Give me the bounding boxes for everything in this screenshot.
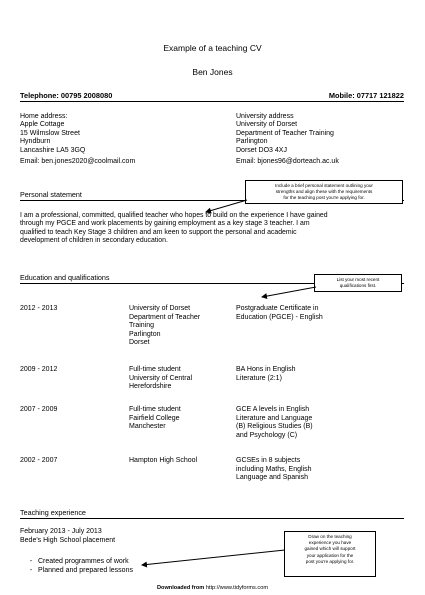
statement-line: qualified to teach Key Stage 3 children and am keen to support the personal and academic <box>20 228 297 236</box>
personal-statement-heading: Personal statement <box>20 190 82 199</box>
header-divider <box>20 101 404 102</box>
list-item: - Planned and prepared lessons <box>24 566 133 575</box>
education-arrow <box>262 287 316 297</box>
list-item: - Created programmes of work <box>24 557 133 566</box>
qualification-line: Literature and Language <box>236 414 313 422</box>
institution-line: Full-time student <box>129 366 181 373</box>
university-address-line: University of Dorset <box>236 121 298 129</box>
callout-line: Draw on the teaching <box>308 534 352 539</box>
institution-line: University of Central <box>129 374 193 382</box>
education-qualification <box>236 305 323 322</box>
footer-prefix: Downloaded from <box>157 585 205 591</box>
institution-line: Department of Teacher <box>129 313 201 321</box>
callout-line: Include a brief personal statement outlining your <box>275 183 373 188</box>
university-address-line: Department of Teacher Training <box>236 129 334 137</box>
qualification-line: BA Hons in English <box>236 366 296 373</box>
personal-statement-text <box>20 212 328 246</box>
institution-line: Fairfield College <box>129 414 180 422</box>
callout-line: for the teaching post you're applying for. <box>283 195 365 201</box>
placement-details <box>20 528 115 545</box>
education-institution <box>129 305 200 348</box>
education-callout <box>314 274 402 292</box>
education-dates: 2007 - 2009 <box>20 406 58 413</box>
experience-list <box>24 557 133 575</box>
education-dates: 2002 - 2007 <box>20 457 58 464</box>
qualification-line: including Maths, English <box>236 465 312 473</box>
institution-line: University of Dorset <box>129 305 191 312</box>
callout-line: your application for the <box>306 552 354 558</box>
qualification-line: (B) Religious Studies (B) <box>236 423 313 431</box>
university-email: Email: bjones96@dorteach.ac.uk <box>236 158 339 166</box>
statement-line: I am a professional, committed, qualified teacher who hopes to build on the experience I have gained <box>20 212 328 219</box>
teaching-experience-heading: Teaching experience <box>20 508 86 517</box>
experience-arrow <box>142 550 285 565</box>
home-address-line: Apple Cottage <box>20 121 65 129</box>
qualification-line: Postgraduate Certificate in <box>236 305 319 312</box>
qualification-line: GCE A levels in English <box>236 406 310 413</box>
document-title: Example of a teaching CV <box>163 43 262 53</box>
education-institution <box>129 406 181 432</box>
statement-arrow <box>206 200 247 212</box>
home-address-line: Lancashire LA5 3GQ <box>20 146 86 154</box>
institution-line: Herefordshire <box>129 383 172 391</box>
institution-line: Hampton High School <box>129 457 198 464</box>
qualification-line: and Psychology (C) <box>236 431 298 439</box>
callout-line: gained which will support <box>304 546 356 552</box>
statement-line: development of children in secondary education. <box>20 237 168 245</box>
education-dates: 2012 - 2013 <box>20 305 58 312</box>
qualification-line: GCSEs in 8 subjects <box>236 457 301 464</box>
university-address-line: Dorset DO3 4XJ <box>236 146 287 154</box>
qualification-line: Language and Spanish <box>236 474 309 482</box>
footer-url[interactable]: http://www.tidyforms.com <box>205 585 268 591</box>
callout-line: experience you have <box>308 540 352 546</box>
qualification-line: Literature (2:1) <box>236 374 282 382</box>
home-address <box>20 113 135 166</box>
teaching-experience-callout <box>284 531 376 577</box>
telephone: Telephone: 00795 2008080 <box>20 91 113 100</box>
teaching-experience-divider <box>20 518 404 519</box>
education-qualification <box>236 366 296 383</box>
callout-line: qualifications first. <box>339 283 377 289</box>
institution-line: Dorset <box>129 339 150 347</box>
institution-line: Manchester <box>129 423 166 431</box>
education-heading: Education and qualifications <box>20 273 110 282</box>
education-institution <box>129 457 197 466</box>
qualification-line: Education (PGCE) - English <box>236 313 323 321</box>
mobile: Mobile: 07717 121822 <box>328 91 404 100</box>
university-address <box>236 113 339 166</box>
home-email: Email: ben.jones2020@coolmail.com <box>20 158 136 166</box>
education-qualification <box>236 406 313 440</box>
institution-line: Parlington <box>129 330 161 338</box>
callout-line: strengths and align these with the requirements <box>275 189 373 195</box>
home-address-line: Hyndburn <box>20 138 51 146</box>
callout-line: List your most recent <box>336 277 380 282</box>
education-qualification <box>236 457 312 483</box>
university-address-label: University address <box>236 113 294 120</box>
footer <box>0 585 425 591</box>
institution-line: Training <box>129 322 155 330</box>
placement-dates: February 2013 - July 2013 <box>20 528 102 535</box>
callout-line: post you're applying for. <box>305 558 355 564</box>
education-dates: 2009 - 2012 <box>20 366 58 373</box>
personal-statement-callout <box>245 180 403 204</box>
statement-line: through my PGCE and work placements by gaining employment as a key stage 3 teacher. I am <box>20 220 310 228</box>
home-address-line: 15 Wilmslow Street <box>20 129 80 137</box>
education-institution <box>129 366 192 392</box>
university-address-line: Parlington <box>236 138 268 146</box>
institution-line: Full-time student <box>129 406 181 413</box>
placement-name: Bede's High School placement <box>20 536 116 544</box>
home-address-label: Home address: <box>20 113 68 120</box>
candidate-name: Ben Jones <box>192 67 233 77</box>
